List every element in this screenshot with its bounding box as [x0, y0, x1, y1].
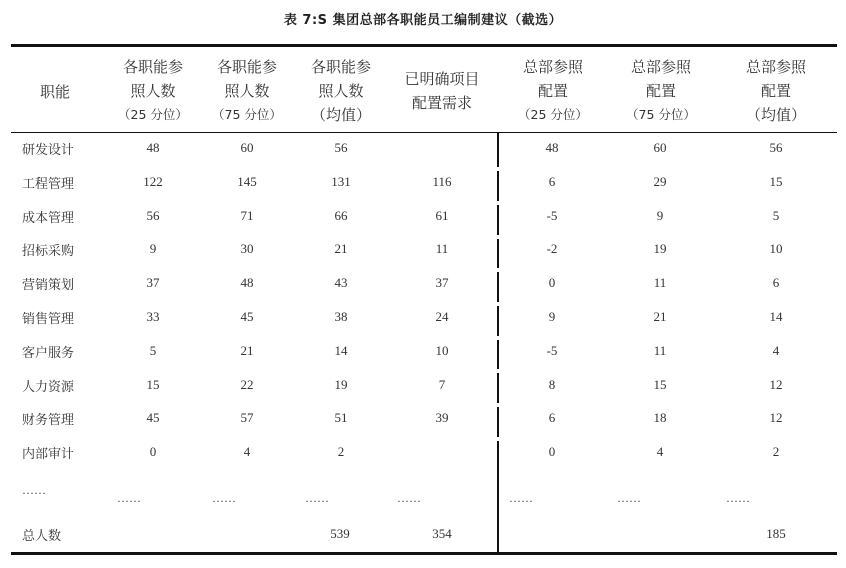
table-cell: 4 [243, 444, 251, 459]
table-cell: 39 [435, 410, 449, 425]
table-cell: 14 [334, 343, 348, 358]
table-cell: 6 [772, 275, 780, 290]
table-cell: 2 [772, 444, 780, 459]
table-cell: 21 [240, 343, 254, 358]
ellipsis-cell: …… [617, 491, 641, 505]
table-cell: 43 [334, 275, 348, 290]
table-cell: 48 [146, 140, 160, 155]
row-label: 客户服务 [22, 346, 75, 361]
header-project-demand: 已明确项目 配置需求 [404, 70, 480, 112]
table-cell: 4 [656, 444, 664, 459]
table-cell: 29 [653, 174, 667, 189]
table-cell: 5 [149, 343, 157, 358]
table-title: 表 7:S 集团总部各职能员工编制建议（截选） [283, 13, 563, 28]
table-cell: 19 [653, 241, 667, 256]
table-cell: 21 [334, 241, 348, 256]
table-cell: 30 [240, 241, 254, 256]
top-rule [11, 44, 837, 47]
table-cell: 48 [545, 140, 559, 155]
table-cell: 6 [548, 410, 556, 425]
table-cell: 60 [240, 140, 254, 155]
table-cell: 15 [769, 174, 783, 189]
table-cell: 56 [769, 140, 783, 155]
table-cell: 122 [143, 174, 163, 189]
table-cell: -5 [546, 343, 558, 358]
table-cell: 51 [334, 410, 348, 425]
table-cell: 0 [548, 444, 556, 459]
table-cell: 56 [334, 140, 348, 155]
column-divider [497, 133, 499, 552]
table-cell: 2 [337, 444, 345, 459]
table-cell: 33 [146, 309, 160, 324]
table-cell: 12 [769, 377, 783, 392]
table-cell: 48 [240, 275, 254, 290]
table-cell: 60 [653, 140, 667, 155]
total-hq-mean: 185 [766, 526, 786, 541]
row-label: 销售管理 [22, 312, 75, 327]
ellipsis-cell: …… [117, 491, 141, 505]
ellipsis-cell: …… [305, 491, 329, 505]
table-cell: 37 [435, 275, 449, 290]
header-ref-75: 各职能参 照人数 （75 分位） [212, 58, 282, 122]
table-cell: 0 [149, 444, 157, 459]
table-cell: 66 [334, 208, 348, 223]
total-label: 总人数 [22, 529, 62, 544]
table-cell: 21 [653, 309, 667, 324]
row-label: 财务管理 [22, 413, 75, 428]
table-cell: 8 [548, 377, 556, 392]
row-label: 人力资源 [22, 380, 75, 395]
table-cell: 116 [432, 174, 452, 189]
table-cell: 11 [653, 343, 667, 358]
table-cell: 45 [240, 309, 254, 324]
table-cell: 56 [146, 208, 160, 223]
row-label: 内部审计 [22, 447, 75, 462]
table-cell: 19 [334, 377, 348, 392]
table-cell: 6 [548, 174, 556, 189]
table-cell: 9 [149, 241, 157, 256]
header-ref-mean: 各职能参 照人数 （均值） [310, 58, 371, 124]
header-function: 职能 [40, 82, 71, 101]
header-ref-25: 各职能参 照人数 （25 分位） [118, 58, 188, 122]
table-cell: 45 [146, 410, 160, 425]
header-hq-25: 总部参照 配置 （25 分位） [518, 58, 588, 122]
table-cell: 18 [653, 410, 667, 425]
ellipsis-label: …… [22, 483, 46, 497]
table-cell: 57 [240, 410, 254, 425]
bottom-rule [11, 552, 837, 555]
table-cell: 145 [237, 174, 257, 189]
header-hq-mean: 总部参照 配置 （均值） [745, 58, 806, 124]
table-cell: 10 [769, 241, 783, 256]
table-cell: 7 [438, 377, 446, 392]
table-cell: 10 [435, 343, 449, 358]
table-cell: 24 [435, 309, 449, 324]
ellipsis-cell: …… [212, 491, 236, 505]
table-cell: 5 [772, 208, 780, 223]
table-cell: 4 [772, 343, 780, 358]
table-cell: 61 [435, 208, 449, 223]
table-cell: 37 [146, 275, 160, 290]
table-cell: 71 [240, 208, 254, 223]
table-cell: 38 [334, 309, 348, 324]
table-cell: -5 [546, 208, 558, 223]
table-cell: -2 [546, 241, 558, 256]
table-cell: 15 [146, 377, 160, 392]
table-cell: 131 [331, 174, 351, 189]
row-label: 研发设计 [22, 143, 75, 158]
total-ref-mean: 539 [330, 526, 350, 541]
table-cell: 11 [435, 241, 449, 256]
table-cell: 12 [769, 410, 783, 425]
table-cell: 15 [653, 377, 667, 392]
header-rule [11, 132, 837, 133]
ellipsis-cell: …… [397, 491, 421, 505]
table-cell: 14 [769, 309, 783, 324]
row-label: 招标采购 [22, 244, 75, 259]
table-cell: 22 [240, 377, 254, 392]
ellipsis-cell: …… [726, 491, 750, 505]
total-project-demand: 354 [432, 526, 452, 541]
header-hq-75: 总部参照 配置 （75 分位） [626, 58, 696, 122]
row-label: 成本管理 [22, 211, 75, 226]
table-cell: 9 [656, 208, 664, 223]
table-cell: 11 [653, 275, 667, 290]
table-cell: 9 [548, 309, 556, 324]
row-label: 工程管理 [22, 177, 75, 192]
table-cell: 0 [548, 275, 556, 290]
ellipsis-cell: …… [509, 491, 533, 505]
row-label: 营销策划 [22, 278, 75, 293]
